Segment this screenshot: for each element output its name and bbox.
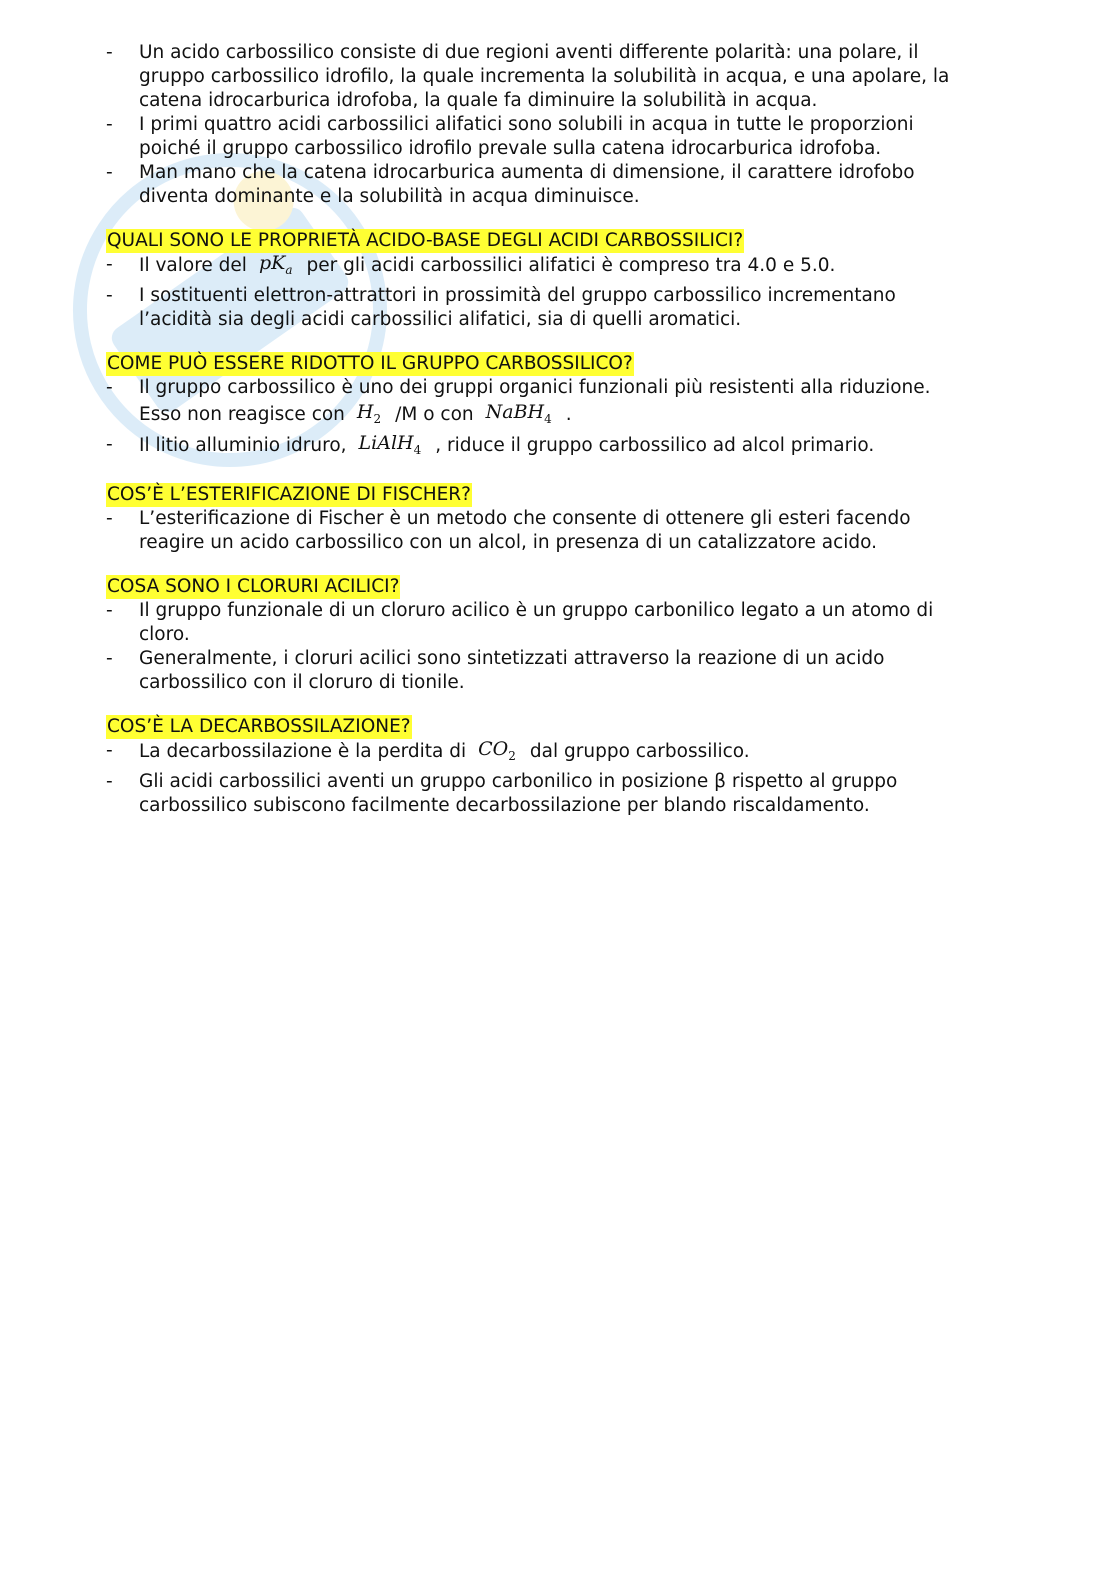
list-item-text	[139, 647, 1006, 695]
bullet-dash: -	[106, 600, 113, 622]
bullet-dash: -	[106, 254, 113, 275]
math-formula	[358, 431, 422, 457]
text-line: L’esterificazione di Fischer è un metodo che consente di ottenere gli esteri facendo	[139, 508, 911, 530]
list-item	[106, 41, 1006, 113]
list-item	[106, 433, 1006, 464]
bullet-dash: -	[106, 508, 113, 530]
list-item	[106, 253, 1006, 284]
math-subscript: 2	[373, 411, 382, 426]
section-acid-base	[106, 229, 1006, 332]
section-heading: COS’È LA DECARBOSSILAZIONE?	[107, 716, 411, 738]
bullet-dash: -	[106, 648, 113, 670]
math-main: NaBH	[485, 400, 545, 423]
text-fragment: Il litio alluminio idruro,	[139, 434, 347, 456]
list-item-text	[139, 376, 1006, 433]
section-reduction	[106, 352, 1006, 464]
list-item-text	[139, 161, 1006, 209]
list-item-text	[139, 433, 1006, 464]
list-item-text	[139, 284, 1006, 332]
list-item-text	[139, 113, 1006, 161]
text-line: carbossilico con il cloruro di tionile.	[139, 672, 465, 694]
text-line: I primi quattro acidi carbossilici alifatici sono solubili in acqua in tutte le proporzioni	[139, 114, 914, 135]
text-line: catena idrocarburica idrofoba, la quale fa diminuire la solubilità in acqua.	[139, 90, 818, 111]
math-subscript: a	[285, 262, 293, 277]
list-item-text	[139, 770, 1006, 818]
list-item-text	[139, 739, 1006, 770]
text-line: Il gruppo funzionale di un cloruro acilico è un gruppo carbonilico legato a un atomo di	[139, 600, 934, 622]
math-formula	[258, 252, 293, 277]
list-item	[106, 284, 1006, 332]
math-main: pK	[258, 252, 286, 274]
math-subscript: 4	[544, 411, 552, 426]
section-intro	[106, 41, 1006, 209]
text-fragment: Esso non reagisce con	[139, 403, 345, 425]
section-acyl-chlorides	[106, 575, 1006, 695]
text-line	[139, 400, 1006, 433]
text-fragment: /M o con	[395, 403, 474, 425]
math-subscript: 2	[508, 749, 516, 764]
text-line: l’acidità sia degli acidi carbossilici alifatici, sia di quelli aromatici.	[139, 308, 742, 330]
math-formula	[356, 400, 382, 426]
text-fragment: dal gruppo carbossilico.	[529, 741, 750, 763]
section-heading: COSA SONO I CLORURI ACILICI?	[107, 576, 400, 598]
text-fragment: , riduce il gruppo carbossilico ad alcol primario.	[435, 434, 875, 456]
list-item	[106, 113, 1006, 161]
bullet-dash: -	[106, 376, 113, 398]
list-item	[106, 507, 1006, 555]
text-line: Un acido carbossilico consiste di due regioni aventi differente polarità: una polare, il	[139, 42, 919, 63]
text-fragment: Il valore del	[139, 255, 247, 276]
math-formula	[478, 738, 516, 764]
section-decarboxylation	[106, 715, 1006, 818]
list-item-text	[139, 507, 1006, 555]
text-fragment: .	[565, 403, 572, 425]
list-item	[106, 376, 1006, 433]
bullet-dash: -	[106, 162, 113, 183]
list-item	[106, 161, 1006, 209]
text-line: gruppo carbossilico idrofilo, la quale incrementa la solubilità in acqua, e una apolare, la	[139, 66, 950, 87]
list-item	[106, 599, 1006, 647]
math-main: H	[356, 400, 374, 423]
text-line: carbossilico subiscono facilmente decarbossilazione per blando riscaldamento.	[139, 795, 870, 817]
section-heading: COS’È L’ESTERIFICAZIONE DI FISCHER?	[107, 484, 471, 506]
text-line: cloro.	[139, 624, 190, 646]
text-fragment: La decarbossilazione è la perdita di	[139, 741, 467, 763]
list-item	[106, 647, 1006, 695]
text-line: reagire un acido carbossilico con un alcol, in presenza di un catalizzatore acido.	[139, 532, 877, 554]
section-heading: QUALI SONO LE PROPRIETÀ ACIDO-BASE DEGLI ACIDI CARBOSSILICI?	[107, 230, 744, 251]
text-line: I sostituenti elettron-attrattori in prossimità del gruppo carbossilico incrementano	[139, 284, 896, 306]
math-formula	[485, 400, 552, 426]
bullet-dash: -	[106, 771, 113, 793]
list-item-text	[139, 41, 1006, 113]
text-line: Il gruppo carbossilico è uno dei gruppi organici funzionali più resistenti alla riduzione.	[139, 376, 931, 398]
bullet-dash: -	[106, 114, 113, 135]
list-item	[106, 739, 1006, 770]
text-line: Gli acidi carbossilici aventi un gruppo carbonilico in posizione β rispetto al gruppo	[139, 771, 898, 793]
section-fischer	[106, 483, 1006, 555]
text-line: poiché il gruppo carbossilico idrofilo prevale sulla catena idrocarburica idrofoba.	[139, 138, 882, 159]
section-heading: COME PUÒ ESSERE RIDOTTO IL GRUPPO CARBOSSILICO?	[107, 352, 633, 374]
math-main: LiAlH	[358, 431, 414, 454]
document-page	[106, 41, 1006, 838]
text-line: Generalmente, i cloruri acilici sono sintetizzati attraverso la reazione di un acido	[139, 648, 885, 670]
text-line: Man mano che la catena idrocarburica aumenta di dimensione, il carattere idrofobo	[139, 162, 915, 183]
bullet-dash: -	[106, 433, 113, 455]
text-fragment: per gli acidi carbossilici alifatici è compreso tra 4.0 e 5.0.	[306, 255, 836, 276]
list-item-text	[139, 253, 1006, 284]
math-main: CO	[478, 738, 509, 761]
list-item	[106, 770, 1006, 818]
text-line: diventa dominante e la solubilità in acqua diminuisce.	[139, 186, 640, 207]
math-subscript: 4	[413, 442, 422, 457]
bullet-dash: -	[106, 740, 113, 762]
bullet-dash: -	[106, 284, 113, 306]
bullet-dash: -	[106, 42, 113, 63]
list-item-text	[139, 599, 1006, 647]
